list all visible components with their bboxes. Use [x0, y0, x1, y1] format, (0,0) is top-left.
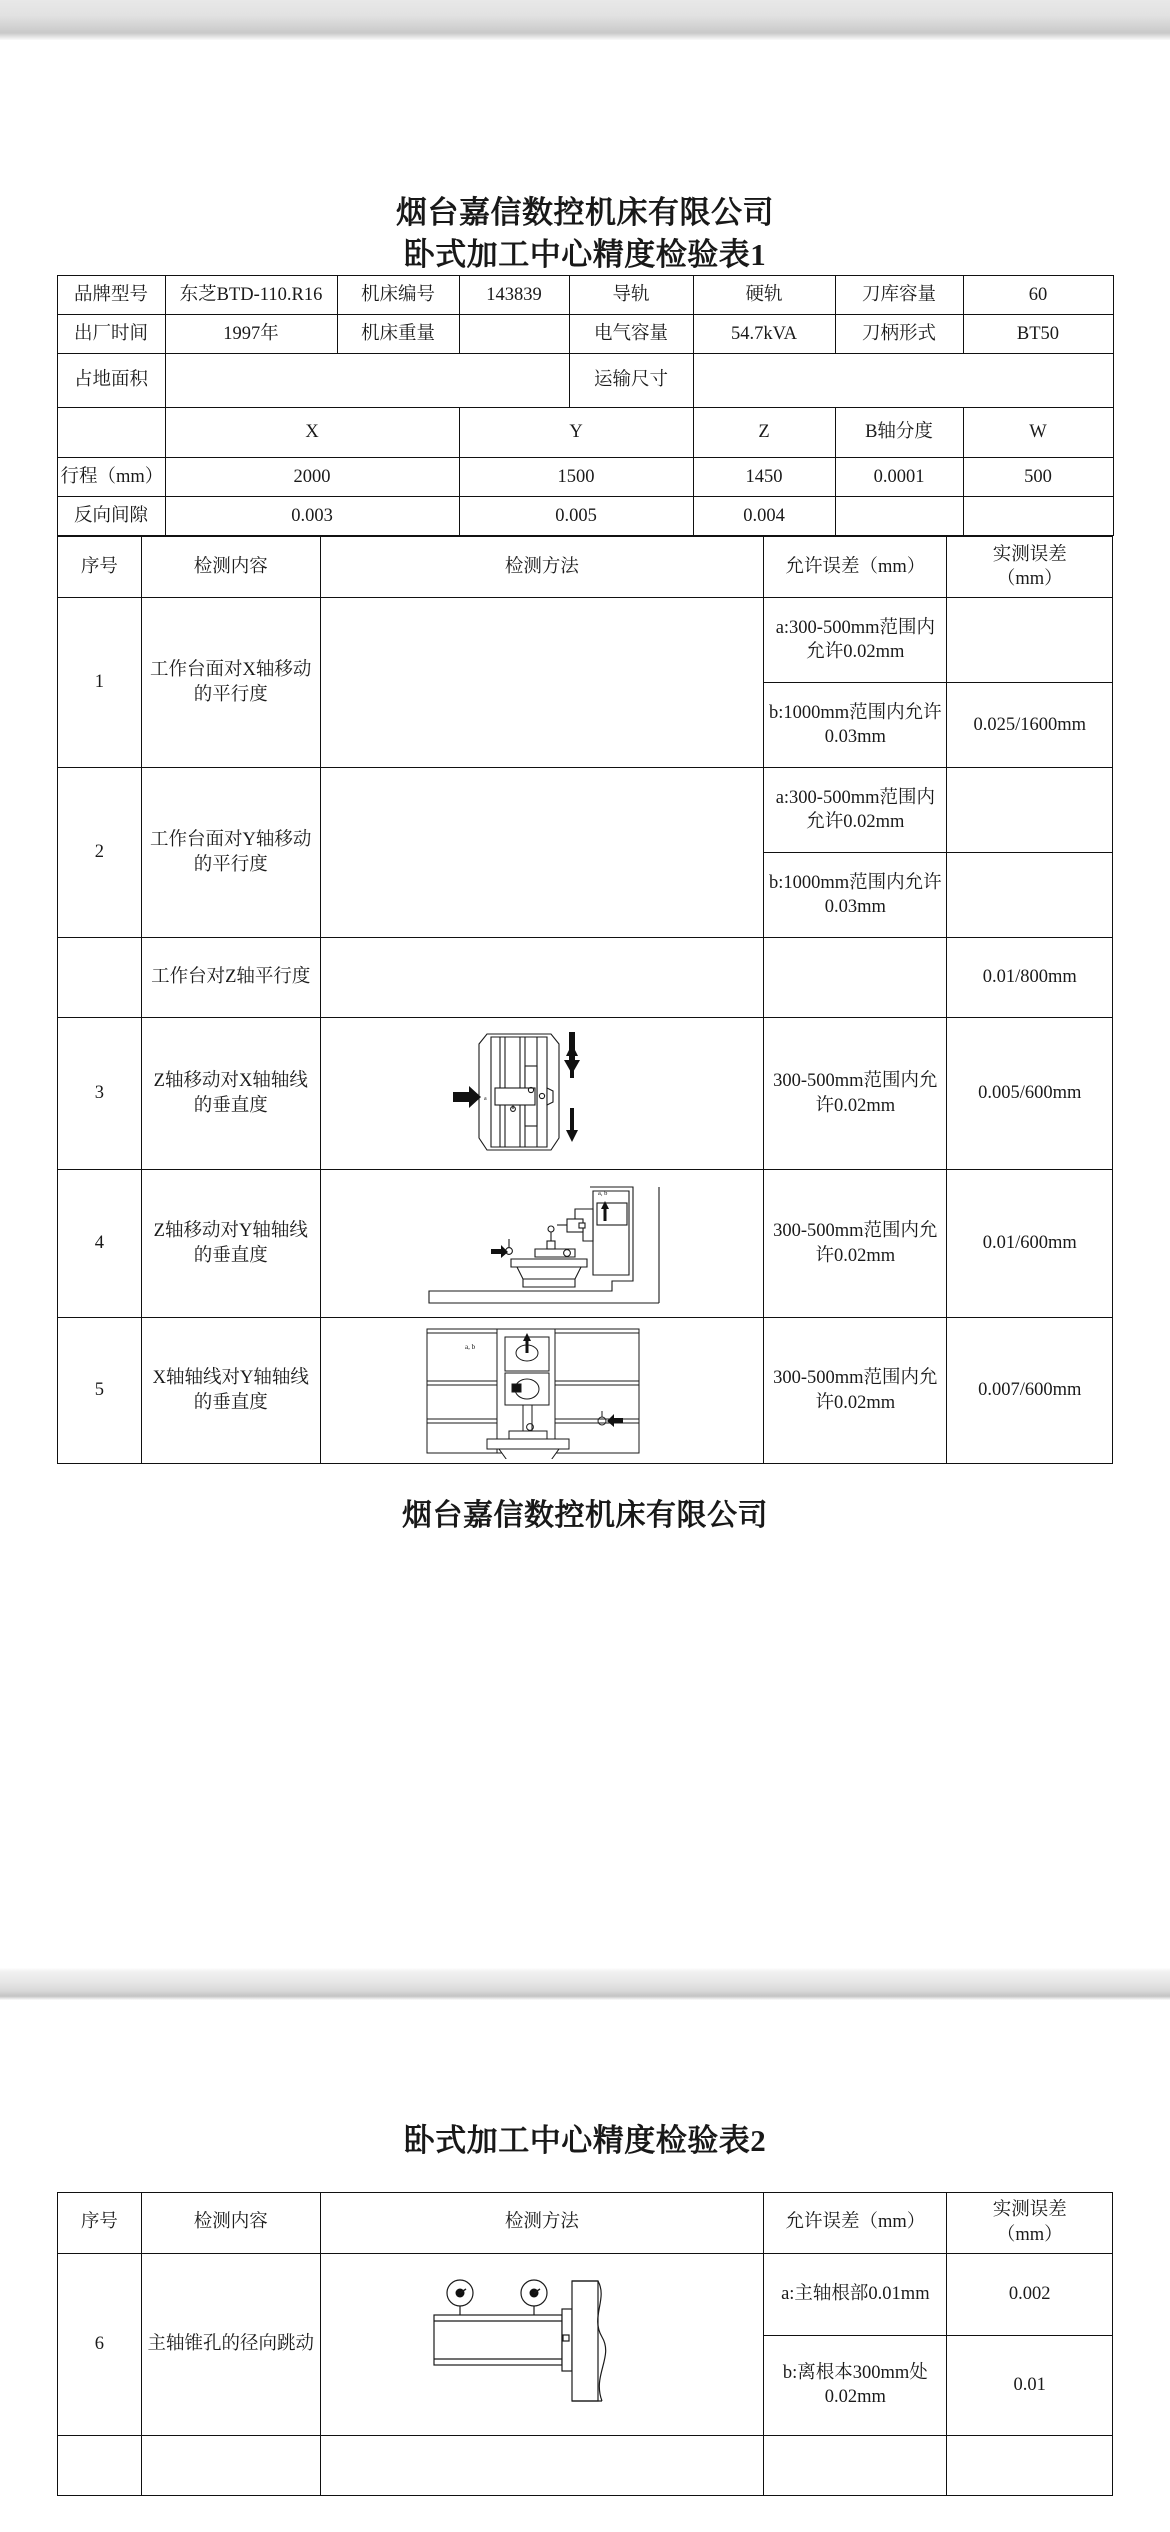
row-measured-a: [947, 768, 1113, 853]
axis-header-blank: [57, 408, 165, 458]
row-content: 工作台面对X轴移动的平行度: [141, 598, 320, 768]
axis-header-b: B轴分度: [835, 408, 963, 458]
table-row: [57, 315, 1113, 354]
diagram-machine-side-view: [324, 1179, 761, 1309]
table-row: [58, 1018, 1113, 1170]
row-allowed-b: b:1000mm范围内允许0.03mm: [764, 853, 947, 938]
table-row: [58, 1170, 1113, 1318]
spec-label-footprint: 占地面积: [57, 354, 165, 408]
diagram-spindle-runout: [324, 2269, 761, 2419]
spec-value-guideway: 硬轨: [693, 276, 835, 315]
row-content: 主轴锥孔的径向跳动: [141, 2253, 320, 2435]
col-header-no: 序号: [58, 537, 142, 598]
table-header-row: [58, 537, 1113, 598]
col-header-method: 检测方法: [320, 2192, 764, 2253]
spec-label-toolholder: 刀柄形式: [835, 315, 963, 354]
row-no: 3: [58, 1018, 142, 1170]
page-title: 卧式加工中心精度检验表1: [403, 236, 767, 272]
backlash-y: 0.005: [459, 497, 693, 536]
table-row: [58, 1318, 1113, 1464]
row-allowed: [764, 938, 947, 1018]
travel-label: 行程（mm）: [57, 458, 165, 497]
page-title-2: 卧式加工中心精度检验表2: [403, 2123, 767, 2158]
col-header-measured-line1: 实测误差: [992, 544, 1067, 565]
row-content: X轴轴线对Y轴轴线的垂直度: [141, 1318, 320, 1464]
spec-value-power: 54.7kVA: [693, 315, 835, 354]
table-row: [57, 354, 1113, 408]
row-method-diagram: [320, 1170, 764, 1318]
table-row: [57, 497, 1113, 536]
row-method-diagram: [320, 2435, 764, 2495]
col-header-allowed: 允许误差（mm）: [764, 537, 947, 598]
spec-label-year: 出厂时间: [57, 315, 165, 354]
spec-value-toolholder: BT50: [963, 315, 1113, 354]
table-row: [57, 276, 1113, 315]
row-allowed: 300-500mm范围内允许0.02mm: [764, 1318, 947, 1464]
col-header-allowed: 允许误差（mm）: [764, 2192, 947, 2253]
row-content: Z轴移动对Y轴轴线的垂直度: [141, 1170, 320, 1318]
travel-y: 1500: [459, 458, 693, 497]
backlash-b: [835, 497, 963, 536]
row-no: 2: [58, 768, 142, 938]
row-method-diagram: [320, 598, 764, 768]
axis-header-z: Z: [693, 408, 835, 458]
company-title: 烟台嘉信数控机床有限公司: [396, 195, 774, 230]
row-content: [141, 2435, 320, 2495]
axis-header-x: X: [165, 408, 459, 458]
col-header-measured-line2: （mm）: [996, 2224, 1063, 2245]
col-header-content: 检测内容: [141, 537, 320, 598]
row-allowed-a: a:300-500mm范围内允许0.02mm: [764, 768, 947, 853]
row-no: [58, 2435, 142, 2495]
col-header-no: 序号: [58, 2192, 142, 2253]
page2-title-block: [0, 2000, 1170, 2162]
row-method-diagram: [320, 2253, 764, 2435]
row-allowed-a: a:主轴根部0.01mm: [764, 2253, 947, 2335]
spec-value-weight: [459, 315, 569, 354]
axis-header-y: Y: [459, 408, 693, 458]
table-row: [57, 408, 1113, 458]
backlash-x: 0.003: [165, 497, 459, 536]
page1-title-block: [0, 40, 1170, 275]
table-row: [58, 768, 1113, 853]
travel-w: 500: [963, 458, 1113, 497]
spec-value-transport: [693, 354, 1113, 408]
row-allowed-b: b:1000mm范围内允许0.03mm: [764, 683, 947, 768]
row-measured-b: 0.01: [947, 2335, 1113, 2435]
page-chrome-top: [0, 0, 1170, 40]
table-header-row: [58, 2192, 1113, 2253]
col-header-measured-line2: （mm）: [996, 569, 1063, 590]
spec-label-serial: 机床编号: [337, 276, 459, 315]
spec-label-guideway: 导轨: [569, 276, 693, 315]
table-row: [57, 458, 1113, 497]
table-row: [58, 598, 1113, 683]
travel-x: 2000: [165, 458, 459, 497]
document-page-2: [0, 2000, 1170, 2532]
row-content: 工作台对Z轴平行度: [141, 938, 320, 1018]
row-measured: 0.01/600mm: [947, 1170, 1113, 1318]
row-allowed-a: a:300-500mm范围内允许0.02mm: [764, 598, 947, 683]
row-measured-b: 0.025/1600mm: [947, 683, 1113, 768]
spec-label-magazine: 刀库容量: [835, 276, 963, 315]
backlash-w: [963, 497, 1113, 536]
svg-text:a, b: a, b: [464, 1342, 476, 1351]
travel-z: 1450: [693, 458, 835, 497]
row-allowed-b: b:离根本300mm处0.02mm: [764, 2335, 947, 2435]
row-method-diagram: [320, 1018, 764, 1170]
axis-header-w: W: [963, 408, 1113, 458]
row-method-diagram: [320, 938, 764, 1018]
spec-value-magazine: 60: [963, 276, 1113, 315]
spec-value-year: 1997年: [165, 315, 337, 354]
page-separator: [0, 1968, 1170, 2000]
backlash-label: 反向间隙: [57, 497, 165, 536]
footer-company-name: 烟台嘉信数控机床有限公司: [402, 1499, 768, 1533]
spec-value-footprint: [165, 354, 569, 408]
row-measured: 0.01/800mm: [947, 938, 1113, 1018]
col-header-measured: [947, 537, 1113, 598]
row-no: 5: [58, 1318, 142, 1464]
spec-value-serial: 143839: [459, 276, 569, 315]
spec-value-brand: 东芝BTD-110.R16: [165, 276, 337, 315]
row-measured: 0.005/600mm: [947, 1018, 1113, 1170]
row-method-diagram: [320, 768, 764, 938]
diagram-machine-front-view: [324, 1323, 761, 1459]
inspection-table-1: [57, 536, 1113, 1464]
row-measured-b: [947, 853, 1113, 938]
travel-b: 0.0001: [835, 458, 963, 497]
spec-label-brand: 品牌型号: [57, 276, 165, 315]
diagram-column-front-view: [324, 1026, 761, 1161]
table-row: [58, 2253, 1113, 2335]
row-measured: [947, 2435, 1113, 2495]
row-no: 4: [58, 1170, 142, 1318]
spec-label-power: 电气容量: [569, 315, 693, 354]
row-measured-a: [947, 598, 1113, 683]
specification-table: [57, 275, 1114, 536]
row-allowed: 300-500mm范围内允许0.02mm: [764, 1170, 947, 1318]
row-no: 6: [58, 2253, 142, 2435]
svg-text:a, b: a, b: [597, 1189, 608, 1197]
row-allowed: [764, 2435, 947, 2495]
spec-label-transport: 运输尺寸: [569, 354, 693, 408]
row-measured: 0.007/600mm: [947, 1318, 1113, 1464]
table-row: [58, 938, 1113, 1018]
table-row: [58, 2435, 1113, 2495]
row-content: Z轴移动对X轴轴线的垂直度: [141, 1018, 320, 1170]
row-no: [58, 938, 142, 1018]
col-header-method: 检测方法: [320, 537, 764, 598]
col-header-content: 检测内容: [141, 2192, 320, 2253]
col-header-measured: [947, 2192, 1113, 2253]
backlash-z: 0.004: [693, 497, 835, 536]
row-allowed: 300-500mm范围内允许0.02mm: [764, 1018, 947, 1170]
document-page-1: [0, 40, 1170, 1970]
row-method-diagram: [320, 1318, 764, 1464]
spec-label-weight: 机床重量: [337, 315, 459, 354]
row-content: 工作台面对Y轴移动的平行度: [141, 768, 320, 938]
inspection-table-2: [57, 2192, 1113, 2496]
col-header-measured-line1: 实测误差: [992, 2200, 1067, 2221]
svg-text:a: a: [483, 1096, 487, 1103]
row-no: 1: [58, 598, 142, 768]
row-measured-a: 0.002: [947, 2253, 1113, 2335]
